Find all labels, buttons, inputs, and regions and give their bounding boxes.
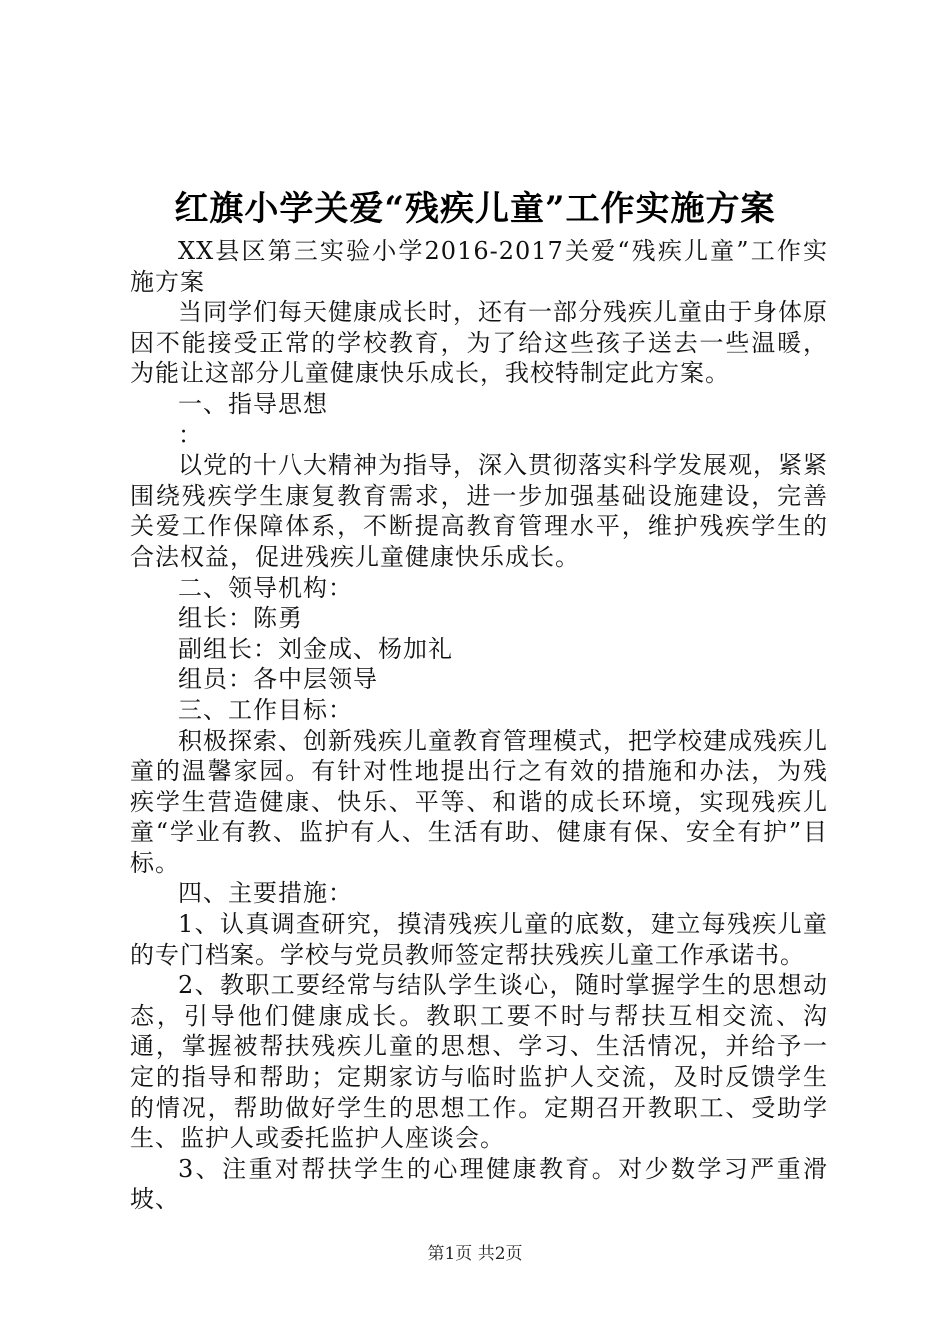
section-heading-measures: 四、主要措施：	[178, 879, 353, 908]
paragraph-measure-2: 2、教职工要经常与结队学生谈心，随时掌握学生的思想动态，引导他们健康成长。教职工要不时与帮扶互相交流、沟通，掌握被帮扶残疾儿童的思想、学习、生活情况，并给予一定的指导和帮助；定期家访与临时监护人交流，及时反馈学生的情况，帮助做好学生的思想工作。定期召开教职工、受助学生、监护人或委托监护人座谈会。	[130, 971, 828, 1153]
members-line: 组员：各中层领导	[178, 665, 378, 694]
paragraph-colon: ：	[178, 420, 203, 449]
leader-line: 组长：陈勇	[178, 604, 303, 633]
paragraph-subtitle: XX县区第三实验小学2016-2017关爱“残疾儿童”工作实施方案	[130, 237, 828, 296]
page-footer: 第1页 共2页	[427, 1244, 523, 1264]
paragraph-intro: 当同学们每天健康成长时，还有一部分残疾儿童由于身体原因不能接受正常的学校教育，为了给这些孩子送去一些温暖，为能让这部分儿童健康快乐成长，我校特制定此方案。	[130, 298, 828, 388]
section-heading-leadership: 二、领导机构：	[178, 573, 353, 602]
paragraph-measure-3: 3、注重对帮扶学生的心理健康教育。对少数学习严重滑坡、	[130, 1154, 828, 1214]
section-heading-goals: 三、工作目标：	[178, 695, 353, 724]
paragraph-measure-1: 1、认真调查研究，摸清残疾儿童的底数，建立每残疾儿童的专门档案。学校与党员教师签定帮扶残疾儿童工作承诺书。	[130, 910, 828, 969]
document-title: 红旗小学关爱“残疾儿童”工作实施方案	[174, 189, 776, 229]
section-heading-guiding-ideology: 一、指导思想	[178, 389, 328, 418]
paragraph-goals: 积极探索、创新残疾儿童教育管理模式，把学校建成残疾儿童的温馨家园。有针对性地提出行之有效的措施和办法，为残疾学生营造健康、快乐、平等、和谐的成长环境，实现残疾儿童“学业有教、监护有人、生活有助、健康有保、安全有护”目标。	[130, 726, 828, 877]
document-body	[130, 236, 828, 1215]
paragraph-guiding-ideology: 以党的十八大精神为指导，深入贯彻落实科学发展观，紧紧围绕残疾学生康复教育需求，进一步加强基础设施建设，完善关爱工作保障体系，不断提高教育管理水平，维护残疾学生的合法权益，促进残疾儿童健康快乐成长。	[130, 451, 828, 571]
deputy-leader-line: 副组长：刘金成、杨加礼	[178, 634, 453, 663]
